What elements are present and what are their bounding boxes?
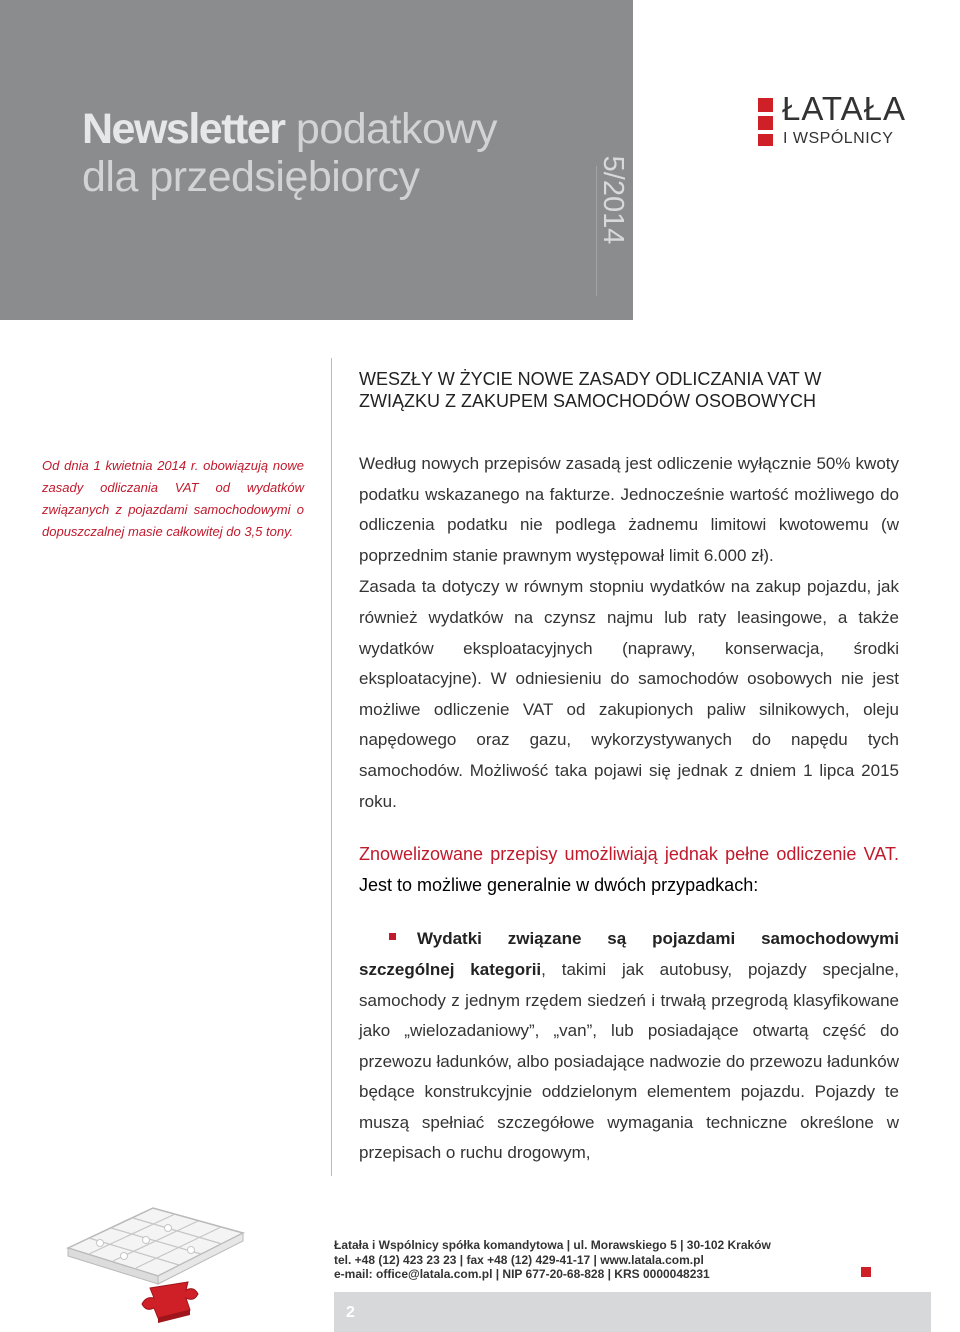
footer-square-icon	[861, 1267, 871, 1277]
paragraph-2: Zasada ta dotyczy w równym stopniu wydatków na zakup pojazdu, jak również wydatków na czynsz najmu lub raty leasingowe, a także wydatków eksploatacyjnych (naprawy, konserwacja, środki eksploatacyjne). W odniesieniu do samochodów osobowych nie jest możliwe odliczenie VAT od zakupionych paliw silnikowych, oleju napędowego oraz gazu, wykorzystywanych do napędu tych samochodów. Możliwość taka pojawi się jednak z dniem 1 lipca 2015 roku.	[359, 577, 899, 811]
paragraph-3	[359, 839, 899, 900]
company-logo	[758, 92, 928, 152]
sidebar-note: Od dnia 1 kwietnia 2014 r. obowiązują nowe zasady odliczania VAT od wydatków związanych z pojazdami samochodowymi o dopuszczalnej masie całkowitej do 3,5 tony.	[42, 458, 304, 539]
page-number-bar	[334, 1292, 931, 1332]
newsletter-title-rest: podatkowy	[284, 105, 498, 153]
article-body	[359, 449, 899, 1169]
bullet-square-icon	[389, 933, 396, 940]
header-band	[0, 0, 633, 320]
footer-email: e-mail: office@latala.com.pl | NIP 677-20-68-828 | KRS 0000048231	[334, 1267, 710, 1281]
article-headline	[359, 368, 919, 412]
paragraph-3-rest: Jest to możliwe generalnie w dwóch przypadkach:	[359, 874, 759, 895]
column-divider	[331, 358, 332, 1176]
puzzle-image	[58, 1188, 308, 1328]
list-item-text: , takimi jak autobusy, pojazdy specjalne, samochody z jednym rzędem siedzeń i trwałą przegrodą klasyfikowane jako „wielozadaniowy”, „van”, lub posiadające otwartą część do przewozu ładunków, albo posiadające nadwozie do przewozu ładunków będące konstrukcyjnie oddzielonym elementem pojazdu. Pojazdy te muszą spełniać szczegółowe wymagania techniczne określone w przepisach o ruchu drogowym,	[359, 959, 899, 1163]
cases-list	[359, 924, 899, 1169]
newsletter-title-bold: Newsletter	[82, 105, 285, 153]
paragraph-3-highlight: Znowelizowane przepisy umożliwiają jednak pełne odliczenie VAT.	[359, 844, 899, 865]
footer-contact	[334, 1238, 771, 1282]
newsletter-title	[82, 104, 497, 154]
headline-line-2: ZWIĄZKU Z ZAKUPEM SAMOCHODÓW OSOBOWYCH	[359, 391, 817, 411]
paragraph-1: Według nowych przepisów zasadą jest odliczenie wyłącznie 50% kwoty podatku wskazanego na fakturze. Jednocześnie wartość możliwego do odliczenia podatku nie podlega żadnemu limitowi kwotowemu (w poprzednim stanie prawnym występował limit 6.000 zł).	[359, 454, 899, 565]
list-item	[359, 924, 899, 1169]
page-number: 2	[346, 1304, 355, 1321]
newsletter-subtitle: dla przedsiębiorcy	[82, 153, 420, 201]
issue-number: 5/2014	[597, 155, 629, 245]
footer-address: Łatała i Wspólnicy spółka komandytowa | ul. Morawskiego 5 | 30-102 Kraków	[334, 1238, 771, 1252]
list-item-bold: Wydatki związane są pojazdami samochodowymi szczególnej kategorii	[359, 929, 899, 979]
logo-subtitle: I WSPÓLNICY	[783, 130, 894, 147]
footer-phone: tel. +48 (12) 423 23 23 | fax +48 (12) 429-41-17 | www.latala.com.pl	[334, 1252, 704, 1267]
headline-line-1: WESZŁY W ŻYCIE NOWE ZASADY ODLICZANIA VAT W	[359, 369, 822, 389]
logo-name: ŁATAŁA	[782, 90, 906, 127]
